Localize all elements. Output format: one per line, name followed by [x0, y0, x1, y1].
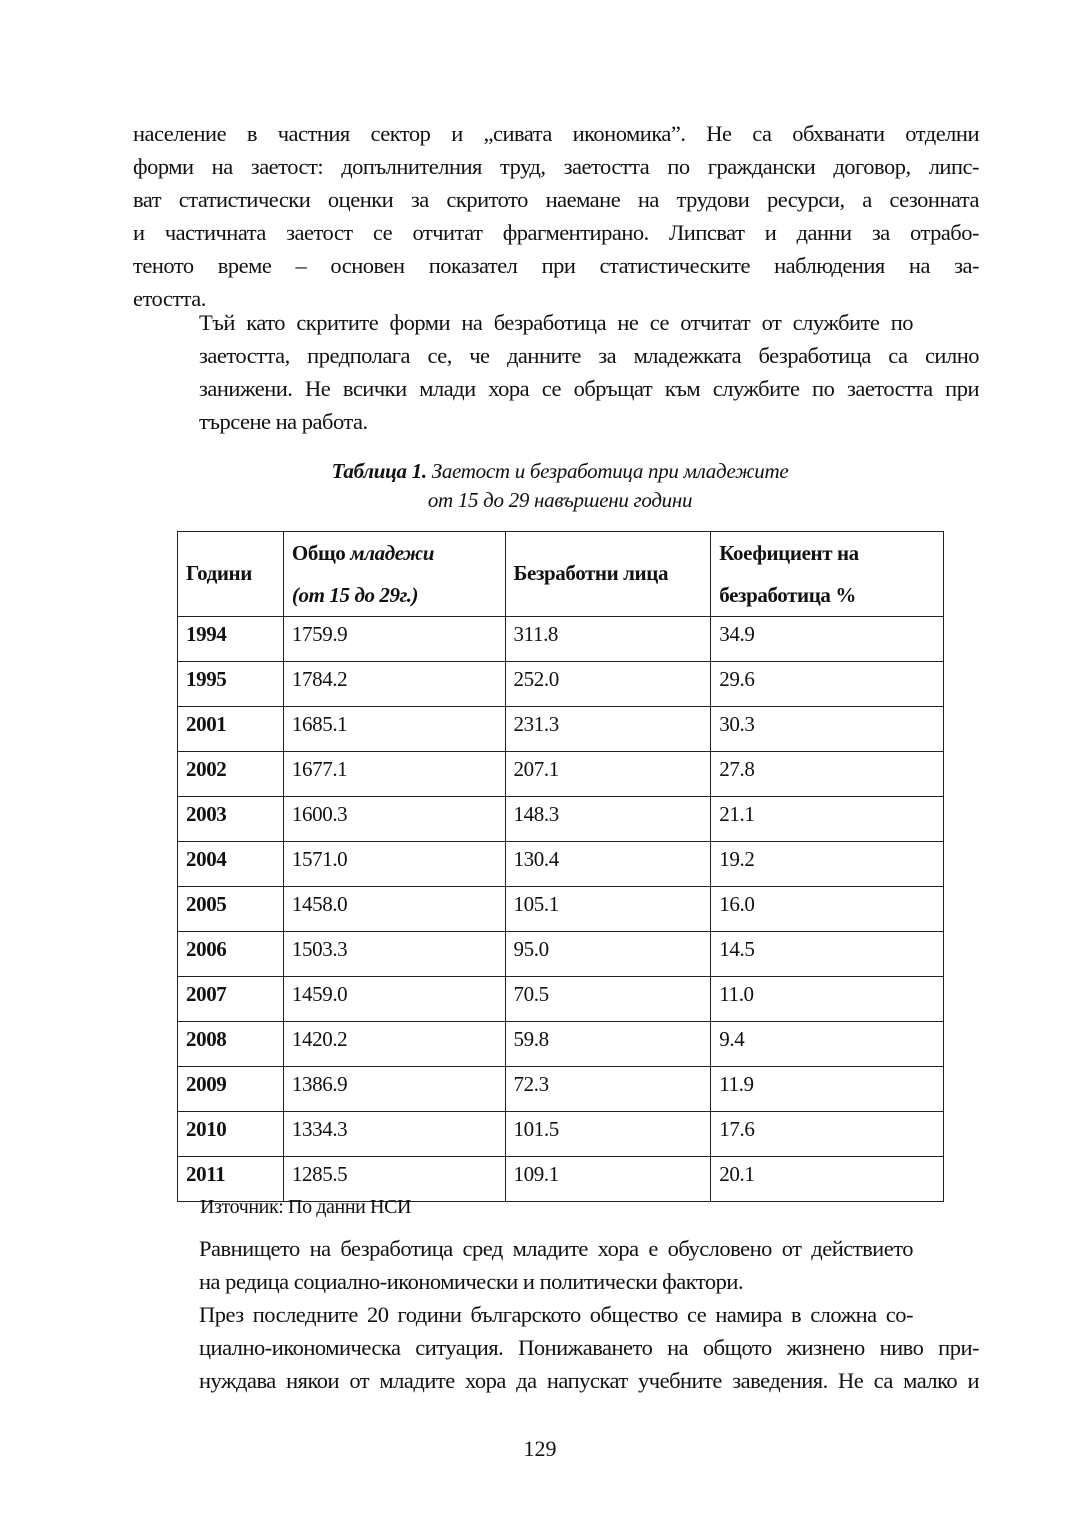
- rate-cell: 17.6: [711, 1112, 944, 1157]
- unemployed-cell: 252.0: [505, 662, 711, 707]
- header-total-age-range: (от 15 до 29г.): [291, 583, 419, 607]
- table-header-row: [178, 532, 944, 617]
- text-line: и частичната заетост се отчитат фрагментирано. Липсват и данни за отрабо-: [133, 220, 979, 245]
- text-line: теното време – основен показател при статистическите наблюдения на за-: [133, 253, 979, 278]
- table-row: [178, 842, 944, 887]
- unemployed-cell: 95.0: [505, 932, 711, 977]
- text-line: форми на заетост: допълнителния труд, заетостта по граждански договор, липс-: [133, 154, 979, 179]
- text-line: През последните 20 години българското общество се намира в сложна со-: [199, 1302, 913, 1327]
- unemployed-cell: 70.5: [505, 977, 711, 1022]
- total-youth-cell: 1600.3: [283, 797, 505, 842]
- text-line: циално-икономическа ситуация. Понижаването на общото жизнено ниво при-: [199, 1335, 979, 1360]
- year-cell: 2004: [178, 842, 284, 887]
- unemployed-cell: 130.4: [505, 842, 711, 887]
- unemployed-cell: 59.8: [505, 1022, 711, 1067]
- text-line: население в частния сектор и „сивата икономика”. Не са обхванати отделни: [133, 121, 979, 146]
- rate-cell: 16.0: [711, 887, 944, 932]
- total-youth-cell: 1285.5: [283, 1157, 505, 1202]
- unemployed-cell: 148.3: [505, 797, 711, 842]
- unemployed-cell: 231.3: [505, 707, 711, 752]
- header-total-youth: [283, 532, 505, 617]
- table-caption-line-2: от 15 до 29 навършени години: [427, 488, 693, 512]
- year-cell: 2002: [178, 752, 284, 797]
- rate-cell: 21.1: [711, 797, 944, 842]
- year-cell: 2003: [178, 797, 284, 842]
- year-cell: 1995: [178, 662, 284, 707]
- total-youth-cell: 1571.0: [283, 842, 505, 887]
- unemployed-cell: 101.5: [505, 1112, 711, 1157]
- table-caption-line-1: [170, 457, 950, 486]
- page-number: 129: [523, 1436, 557, 1461]
- paragraph-2: [133, 306, 979, 438]
- table-row: [178, 797, 944, 842]
- text-line: Тъй като скритите форми на безработица не се отчитат от службите по: [199, 310, 913, 335]
- year-cell: 2006: [178, 932, 284, 977]
- table-caption-title: Заетост и безработица при младежите: [426, 459, 789, 483]
- rate-cell: 9.4: [711, 1022, 944, 1067]
- text-line: на редица социално-икономически и политически фактори.: [199, 1269, 744, 1294]
- table-row: [178, 707, 944, 752]
- rate-cell: 11.9: [711, 1067, 944, 1112]
- rate-cell: 34.9: [711, 617, 944, 662]
- paragraph-3: [133, 1232, 979, 1298]
- total-youth-cell: 1503.3: [283, 932, 505, 977]
- header-unemployment-rate: [711, 532, 944, 617]
- total-youth-cell: 1458.0: [283, 887, 505, 932]
- rate-cell: 30.3: [711, 707, 944, 752]
- unemployed-cell: 109.1: [505, 1157, 711, 1202]
- table-row: [178, 887, 944, 932]
- table-row: [178, 1022, 944, 1067]
- year-cell: 2009: [178, 1067, 284, 1112]
- rate-cell: 11.0: [711, 977, 944, 1022]
- unemployed-cell: 311.8: [505, 617, 711, 662]
- year-cell: 2010: [178, 1112, 284, 1157]
- total-youth-cell: 1334.3: [283, 1112, 505, 1157]
- total-youth-cell: 1459.0: [283, 977, 505, 1022]
- table-row: [178, 752, 944, 797]
- table-row: [178, 1112, 944, 1157]
- total-youth-cell: 1420.2: [283, 1022, 505, 1067]
- rate-cell: 29.6: [711, 662, 944, 707]
- unemployed-cell: 207.1: [505, 752, 711, 797]
- table-row: [178, 1157, 944, 1202]
- text-line: заетостта, предполага се, че данните за младежката безработица са силно: [199, 343, 979, 368]
- year-cell: 1994: [178, 617, 284, 662]
- year-cell: 2007: [178, 977, 284, 1022]
- rate-cell: 27.8: [711, 752, 944, 797]
- table-row: [178, 1067, 944, 1112]
- year-cell: 2001: [178, 707, 284, 752]
- table-row: [178, 977, 944, 1022]
- rate-cell: 19.2: [711, 842, 944, 887]
- table-row: [178, 932, 944, 977]
- table-row: [178, 617, 944, 662]
- total-youth-cell: 1784.2: [283, 662, 505, 707]
- table-caption: [170, 457, 950, 515]
- header-years: Години: [178, 532, 284, 617]
- text-line: Равнището на безработица сред младите хора е обусловено от действието: [199, 1236, 913, 1261]
- year-cell: 2008: [178, 1022, 284, 1067]
- table-caption-label: Таблица 1.: [331, 459, 427, 483]
- year-cell: 2011: [178, 1157, 284, 1202]
- total-youth-cell: 1677.1: [283, 752, 505, 797]
- text-line: ват статистически оценки за скритото наемане на трудови ресурси, а сезонната: [133, 187, 979, 212]
- text-line: занижени. Не всички млади хора се обръщат към службите по заетостта при: [199, 376, 979, 401]
- table-source: Източник: По данни НСИ: [200, 1196, 412, 1218]
- unemployed-cell: 72.3: [505, 1067, 711, 1112]
- header-total-youth-italic: младежи: [350, 541, 435, 565]
- text-line: нуждава някои от младите хора да напускат учебните заведения. Не са малко и: [199, 1368, 979, 1393]
- total-youth-cell: 1759.9: [283, 617, 505, 662]
- rate-cell: 20.1: [711, 1157, 944, 1202]
- header-total-label: Общо: [291, 541, 351, 565]
- header-unemployed: Безработни лица: [505, 532, 711, 617]
- header-rate-line-1: Коефициент на: [719, 541, 859, 565]
- total-youth-cell: 1386.9: [283, 1067, 505, 1112]
- youth-unemployment-table: [177, 531, 944, 1202]
- year-cell: 2005: [178, 887, 284, 932]
- text-line: етостта.: [133, 286, 206, 311]
- header-rate-line-2: безработица %: [719, 583, 856, 607]
- table-row: [178, 662, 944, 707]
- total-youth-cell: 1685.1: [283, 707, 505, 752]
- text-line: търсене на работа.: [199, 409, 368, 434]
- rate-cell: 14.5: [711, 932, 944, 977]
- unemployed-cell: 105.1: [505, 887, 711, 932]
- paragraph-1: [133, 117, 979, 315]
- paragraph-4: [133, 1298, 979, 1397]
